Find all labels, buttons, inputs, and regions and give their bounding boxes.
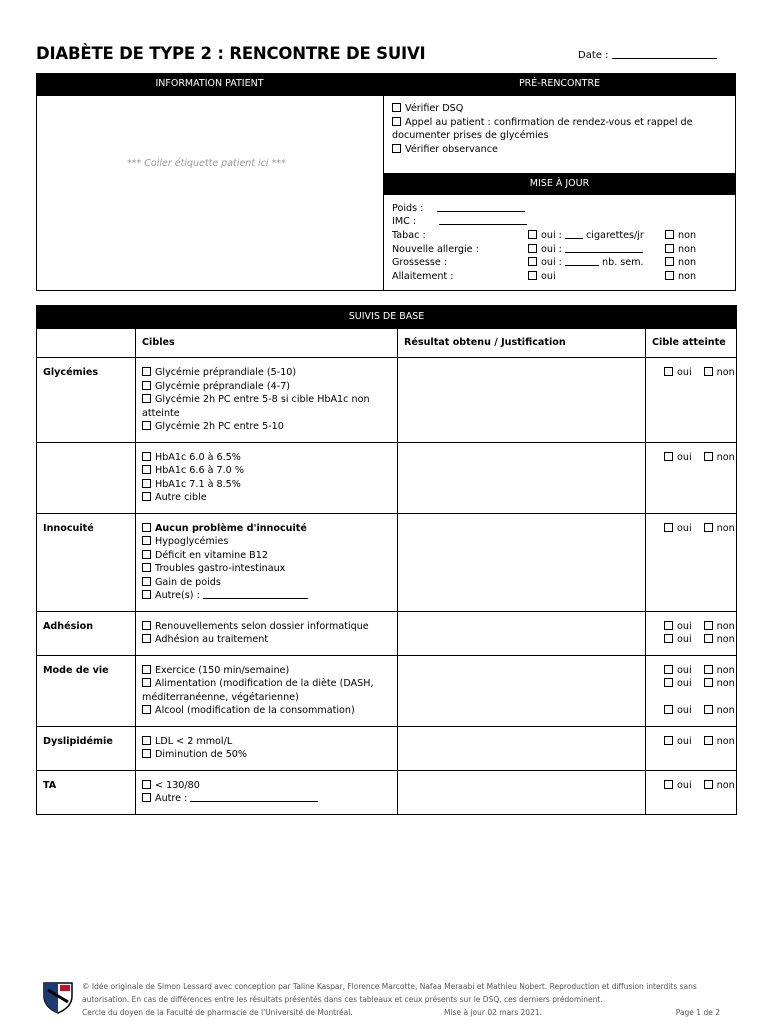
grossesse-label: Grossesse : xyxy=(392,257,448,268)
row-targets: < 130/80 Autre : xyxy=(136,770,398,814)
row-category: Innocuité xyxy=(37,513,136,611)
result-cell[interactable] xyxy=(398,442,646,513)
footer xyxy=(82,980,732,1019)
suivis-table xyxy=(36,305,737,815)
checkbox[interactable] xyxy=(392,117,401,126)
footer-update-date: Mise à jour 02 mars 2021. xyxy=(444,1008,543,1017)
achieved-cell: oui non xyxy=(646,442,737,513)
achieved-cell: oui non oui non xyxy=(646,611,737,655)
faculty-shield-icon xyxy=(40,980,76,1014)
date-field[interactable] xyxy=(578,50,717,61)
patient-info-header: INFORMATION PATIENT xyxy=(36,73,383,95)
footer-organization: Cercle du doyen de la Faculté de pharmacie de l'Université de Montréal. xyxy=(82,1008,353,1017)
col-resultat: Résultat obtenu / Justification xyxy=(398,329,646,358)
result-cell[interactable] xyxy=(398,513,646,611)
suivis-header: SUIVIS DE BASE xyxy=(37,306,737,329)
achieved-cell: oui non xyxy=(646,726,737,770)
col-atteinte: Cible atteinte xyxy=(646,329,737,358)
patient-label-placeholder: *** Coller étiquette patient ici *** xyxy=(127,158,286,169)
date-label: Date : xyxy=(578,50,609,61)
tabac-label: Tabac : xyxy=(392,230,426,241)
allergie-oui[interactable]: oui : xyxy=(528,244,643,255)
check-verifier-dsq[interactable]: Vérifier DSQ xyxy=(392,102,732,116)
footer-disclaimer: autorisation. En cas de différences entre les résultats présentés dans ces tableaux et ceux présents sur le DSQ, ces derniers prédominent. xyxy=(82,995,603,1004)
row-category: Glycémies xyxy=(37,358,136,443)
checkbox[interactable] xyxy=(392,144,401,153)
row-category: Mode de vie xyxy=(37,655,136,726)
allaitement-label: Allaitement : xyxy=(392,271,454,282)
achieved-cell: oui non xyxy=(646,358,737,443)
row-targets: LDL < 2 mmol/L Diminution de 50% xyxy=(136,726,398,770)
row-targets: HbA1c 6.0 à 6.5% HbA1c 6.6 à 7.0 % HbA1c 7.1 à 8.5% Autre cible xyxy=(136,442,398,513)
row-category: Dyslipidémie xyxy=(37,726,136,770)
grossesse-non[interactable]: non xyxy=(665,257,696,268)
checkbox[interactable] xyxy=(392,103,401,112)
allergie-label: Nouvelle allergie : xyxy=(392,244,479,255)
check-appel-patient[interactable]: Appel au patient : confirmation de rendez-vous et rappel de xyxy=(392,116,732,130)
page-title: DIABÈTE DE TYPE 2 : RENCONTRE DE SUIVI xyxy=(36,44,426,63)
result-cell[interactable] xyxy=(398,358,646,443)
achieved-cell: oui non oui non oui non xyxy=(646,655,737,726)
row-category: TA xyxy=(37,770,136,814)
col-empty xyxy=(37,329,136,358)
patient-label-area[interactable] xyxy=(36,95,384,291)
imc-row[interactable]: IMC : xyxy=(392,216,527,227)
row-targets: Glycémie préprandiale (5-10) Glycémie préprandiale (4-7) Glycémie 2h PC entre 5-8 si cible HbA1c non atteinte Glycémie 2h PC entre 5-10 xyxy=(136,358,398,443)
allergie-non[interactable]: non xyxy=(665,244,696,255)
tabac-non[interactable]: non xyxy=(665,230,696,241)
col-cibles: Cibles xyxy=(136,329,398,358)
achieved-cell: oui non xyxy=(646,513,737,611)
result-cell[interactable] xyxy=(398,770,646,814)
tabac-oui[interactable]: oui : cigarettes/jr xyxy=(528,230,644,241)
page-number: Page 1 de 2 xyxy=(675,1008,720,1017)
grossesse-oui[interactable]: oui : nb. sem. xyxy=(528,257,644,268)
achieved-cell: oui non xyxy=(646,770,737,814)
row-category: Adhésion xyxy=(37,611,136,655)
row-targets: Renouvellements selon dossier informatique Adhésion au traitement xyxy=(136,611,398,655)
check-verifier-observance[interactable]: Vérifier observance xyxy=(392,143,732,157)
check-appel-patient-cont: documenter prises de glycémies xyxy=(392,130,549,141)
result-cell[interactable] xyxy=(398,726,646,770)
allaitement-non[interactable]: non xyxy=(665,271,696,282)
mise-a-jour-header: MISE À JOUR xyxy=(383,173,736,195)
poids-row[interactable]: Poids : xyxy=(392,203,525,214)
row-targets: Exercice (150 min/semaine) Alimentation (modification de la diète (DASH, méditerranéenne, végétarienne) Alcool (modification de la consommation) xyxy=(136,655,398,726)
allaitement-oui[interactable]: oui xyxy=(528,271,556,282)
row-category xyxy=(37,442,136,513)
result-cell[interactable] xyxy=(398,611,646,655)
pre-rencontre-header: PRÉ-RENCONTRE xyxy=(383,73,736,95)
row-targets: Aucun problème d'innocuité Hypoglycémies Déficit en vitamine B12 Troubles gastro-intestinaux Gain de poids Autre(s) : xyxy=(136,513,398,611)
footer-credit: © Idée originale de Simon Lessard avec conception par Taline Kaspar, Florence Marcotte, Nafaa Meraabi et Mathieu Nobert. Reproduction et diffusion interdits sans xyxy=(82,982,697,991)
result-cell[interactable] xyxy=(398,655,646,726)
